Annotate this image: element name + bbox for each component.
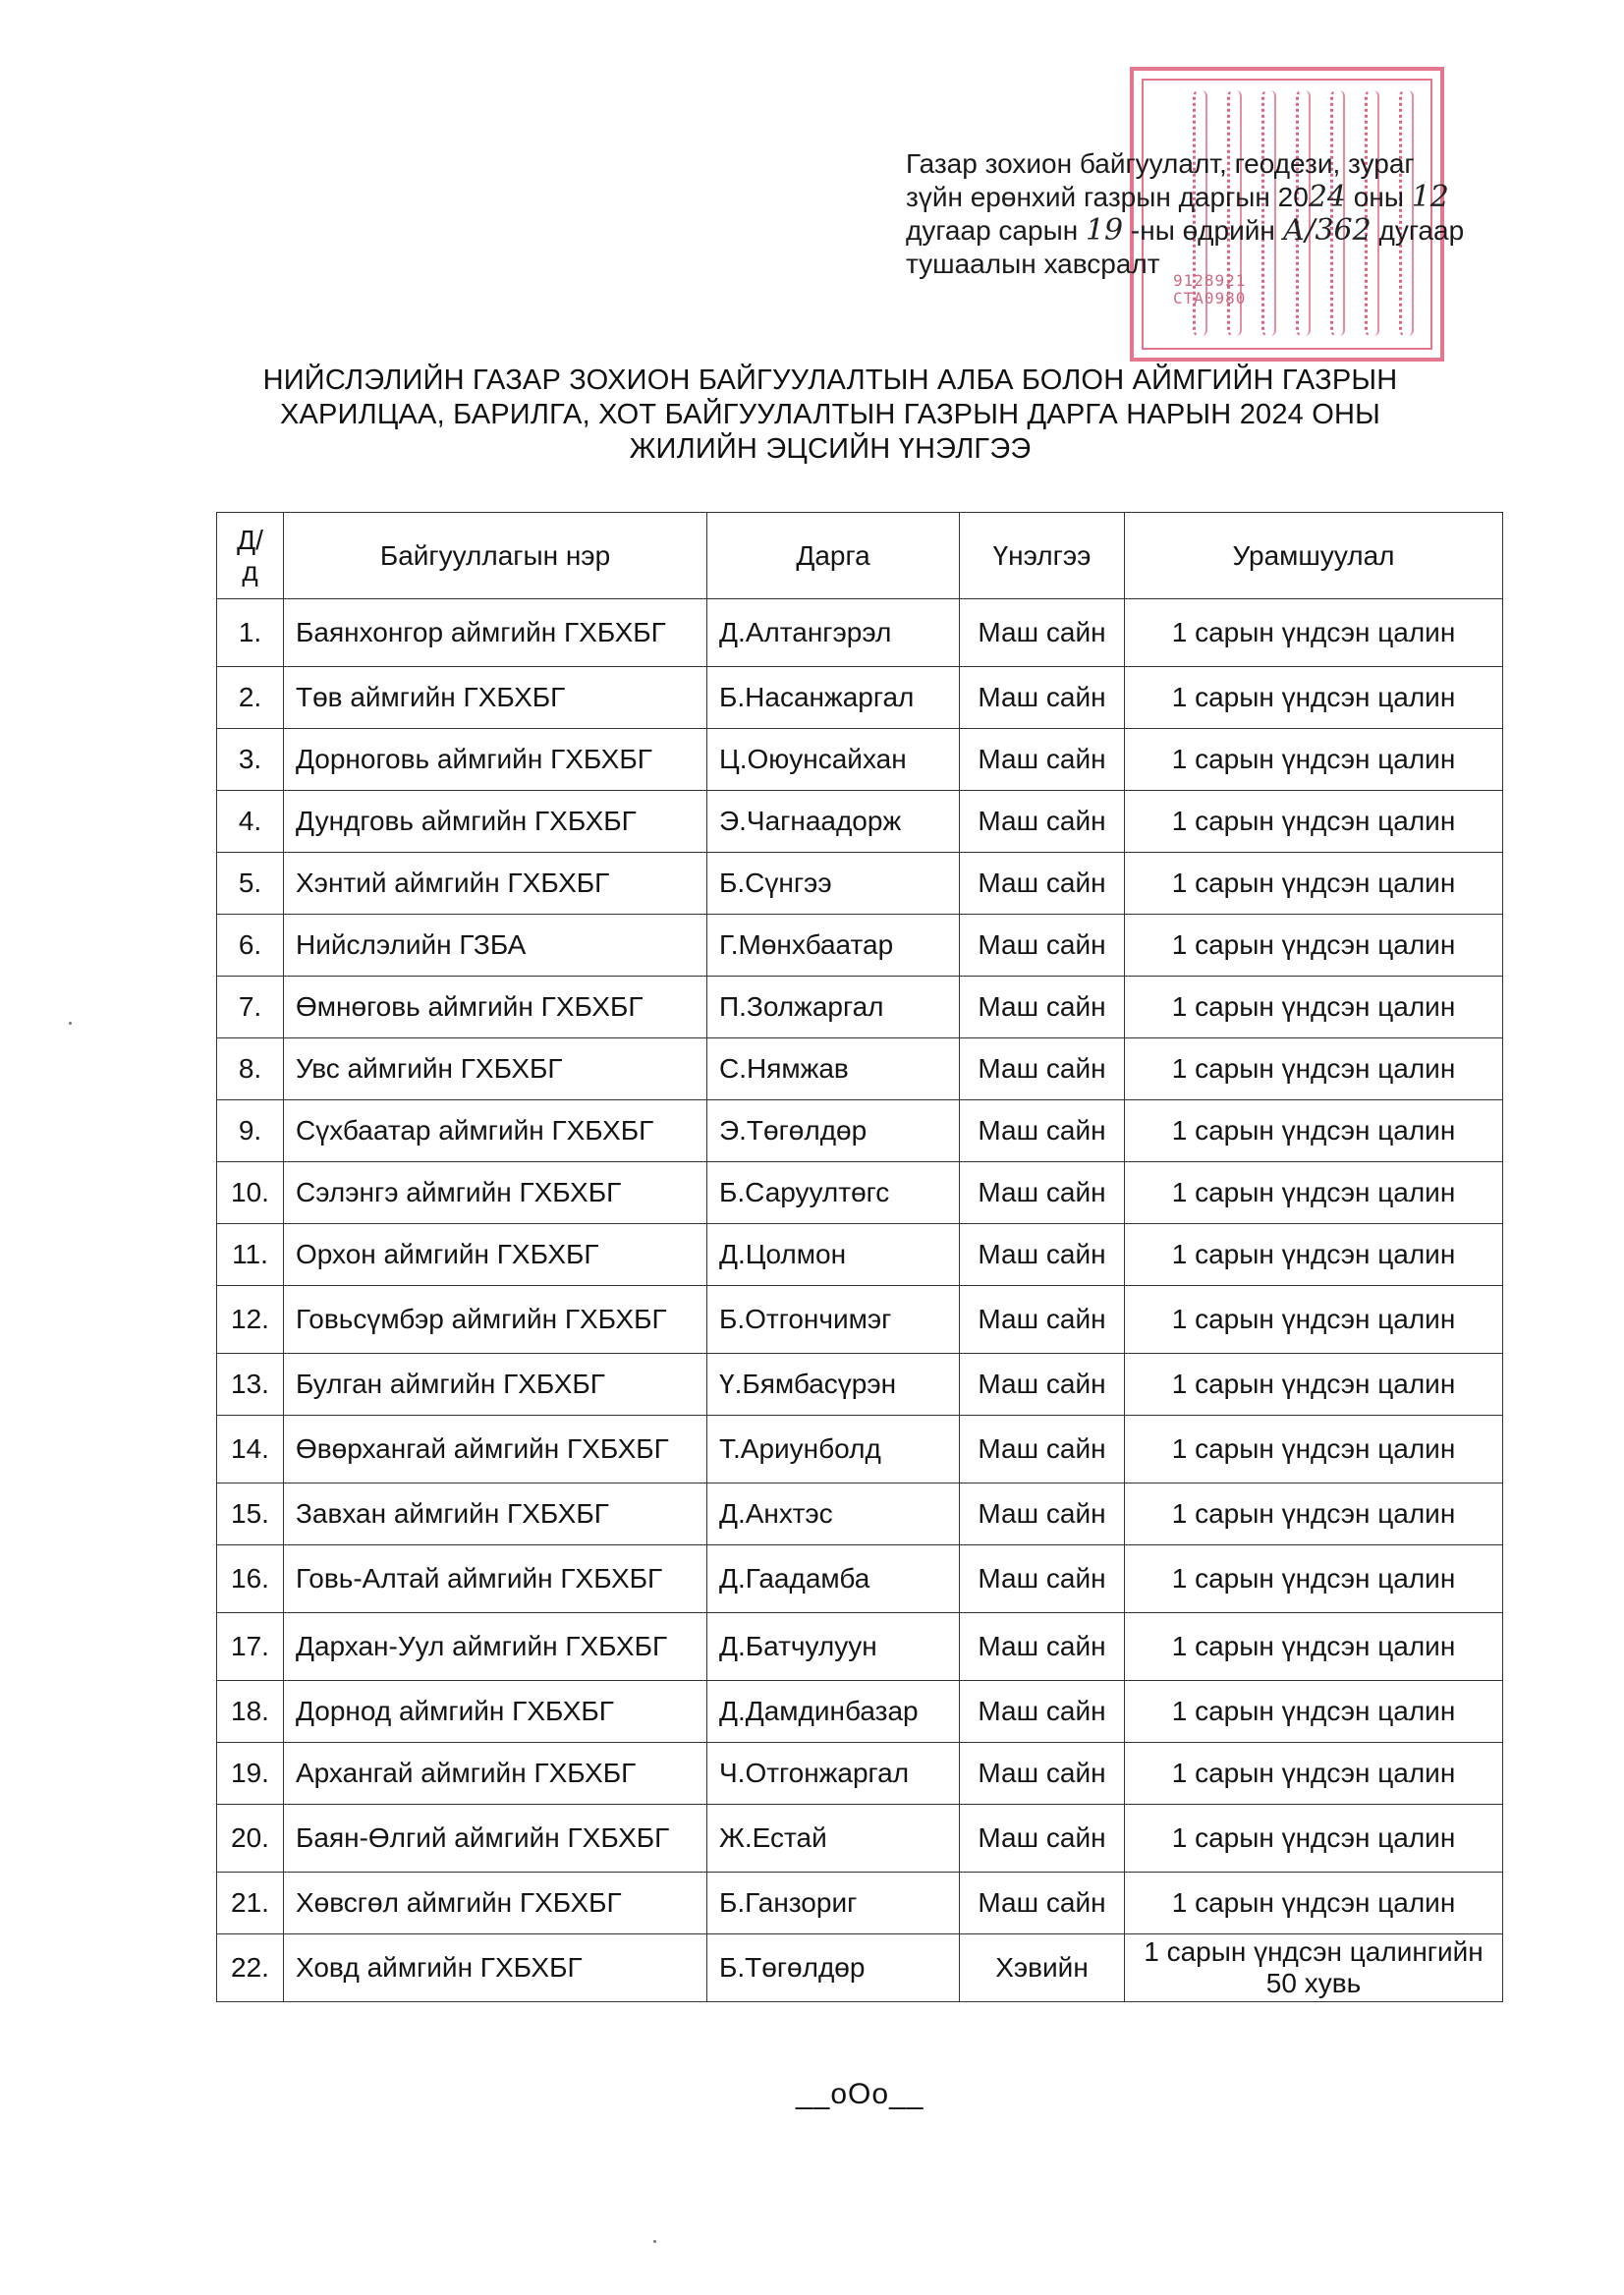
organization-name: Дархан-Уул аймгийн ГХБХБГ <box>284 1613 707 1681</box>
rating-value: Маш сайн <box>960 1545 1125 1613</box>
bonus-value: 1 сарын үндсэн цалин <box>1125 853 1503 915</box>
organization-name: Өвөрхангай аймгийн ГХБХБГ <box>284 1416 707 1483</box>
row-number: 16. <box>217 1545 284 1613</box>
table-row <box>217 1354 1503 1416</box>
stamp-code-line: 9128921 <box>1173 271 1247 290</box>
header-org: Байгууллагын нэр <box>284 513 707 599</box>
director-name: Д.Алтангэрэл <box>707 599 960 667</box>
bonus-value: 1 сарын үндсэн цалин <box>1125 1743 1503 1805</box>
row-number: 22. <box>217 1934 284 2002</box>
rating-value: Маш сайн <box>960 977 1125 1038</box>
bonus-value: 1 сарын үндсэн цалин <box>1125 1805 1503 1873</box>
row-number: 15. <box>217 1483 284 1545</box>
rating-value: Маш сайн <box>960 1805 1125 1873</box>
header-num: Д/д <box>217 513 284 599</box>
rating-value: Маш сайн <box>960 729 1125 791</box>
table-row <box>217 1100 1503 1162</box>
rating-value: Маш сайн <box>960 915 1125 977</box>
rating-value: Маш сайн <box>960 599 1125 667</box>
organization-name: Сэлэнгэ аймгийн ГХБХБГ <box>284 1162 707 1224</box>
director-name: Б.Төгөлдөр <box>707 1934 960 2002</box>
director-name: Д.Цолмон <box>707 1224 960 1286</box>
handwritten-month: 12 <box>1411 180 1449 214</box>
director-name: Б.Сүнгээ <box>707 853 960 915</box>
row-number: 13. <box>217 1354 284 1416</box>
rating-value: Маш сайн <box>960 667 1125 729</box>
bonus-value: 1 сарын үндсэн цалин <box>1125 667 1503 729</box>
bonus-value: 1 сарын үндсэн цалин <box>1125 1545 1503 1613</box>
table-header-row <box>217 513 1503 599</box>
handwritten-day: 19 <box>1085 213 1124 248</box>
stamp-code-line: СТА0980 <box>1173 289 1247 308</box>
director-name: Б.Саруултөгс <box>707 1162 960 1224</box>
row-number: 11. <box>217 1224 284 1286</box>
table-row <box>217 1286 1503 1354</box>
note-text: -ны өдрийн <box>1123 215 1283 246</box>
table-row <box>217 1934 1503 2002</box>
organization-name: Хэнтий аймгийн ГХБХБГ <box>284 853 707 915</box>
handwritten-order-number: А/362 <box>1282 213 1372 248</box>
bonus-value: 1 сарын үндсэн цалин <box>1125 729 1503 791</box>
table-row <box>217 1224 1503 1286</box>
table-row <box>217 1805 1503 1873</box>
note-text: дугаар <box>1371 215 1465 246</box>
note-line-2 <box>906 181 1505 214</box>
organization-name: Архангай аймгийн ГХБХБГ <box>284 1743 707 1805</box>
rating-value: Маш сайн <box>960 1162 1125 1224</box>
header-bonus: Урамшуулал <box>1125 513 1503 599</box>
organization-name: Дорноговь аймгийн ГХБХБГ <box>284 729 707 791</box>
table-row <box>217 1162 1503 1224</box>
handwritten-year: 24 <box>1308 180 1346 214</box>
organization-name: Төв аймгийн ГХБХБГ <box>284 667 707 729</box>
bonus-value: 1 сарын үндсэн цалин <box>1125 915 1503 977</box>
row-number: 2. <box>217 667 284 729</box>
row-number: 6. <box>217 915 284 977</box>
table-row <box>217 1681 1503 1743</box>
bonus-value: 1 сарын үндсэн цалингийн 50 хувь <box>1125 1934 1503 2002</box>
bonus-value: 1 сарын үндсэн цалин <box>1125 1873 1503 1934</box>
bonus-value: 1 сарын үндсэн цалин <box>1125 1100 1503 1162</box>
bonus-value: 1 сарын үндсэн цалин <box>1125 791 1503 853</box>
organization-name: Баянхонгор аймгийн ГХБХБГ <box>284 599 707 667</box>
bonus-value: 1 сарын үндсэн цалин <box>1125 1483 1503 1545</box>
rating-value: Маш сайн <box>960 1286 1125 1354</box>
row-number: 18. <box>217 1681 284 1743</box>
director-name: С.Нямжав <box>707 1038 960 1100</box>
organization-name: Өмнөговь аймгийн ГХБХБГ <box>284 977 707 1038</box>
table-row <box>217 977 1503 1038</box>
table-row <box>217 1613 1503 1681</box>
director-name: Ж.Естай <box>707 1805 960 1873</box>
organization-name: Нийслэлийн ГЗБА <box>284 915 707 977</box>
table-row <box>217 853 1503 915</box>
table-row <box>217 1483 1503 1545</box>
bonus-value: 1 сарын үндсэн цалин <box>1125 599 1503 667</box>
table-row <box>217 1038 1503 1100</box>
header-director: Дарга <box>707 513 960 599</box>
row-number: 21. <box>217 1873 284 1934</box>
title-line: НИЙСЛЭЛИЙН ГАЗАР ЗОХИОН БАЙГУУЛАЛТЫН АЛБА БОЛОН АЙМГИЙН ГАЗРЫН <box>262 364 1398 396</box>
organization-name: Баян-Өлгий аймгийн ГХБХБГ <box>284 1805 707 1873</box>
director-name: Б.Насанжаргал <box>707 667 960 729</box>
row-number: 12. <box>217 1286 284 1354</box>
row-number: 9. <box>217 1100 284 1162</box>
organization-name: Орхон аймгийн ГХБХБГ <box>284 1224 707 1286</box>
organization-name: Хөвсгөл аймгийн ГХБХБГ <box>284 1873 707 1934</box>
director-name: Д.Гаадамба <box>707 1545 960 1613</box>
row-number: 14. <box>217 1416 284 1483</box>
rating-value: Маш сайн <box>960 1681 1125 1743</box>
organization-name: Увс аймгийн ГХБХБГ <box>284 1038 707 1100</box>
director-name: Э.Төгөлдөр <box>707 1100 960 1162</box>
table-row <box>217 1416 1503 1483</box>
rating-value: Маш сайн <box>960 1743 1125 1805</box>
title-line: ХАРИЛЦАА, БАРИЛГА, ХОТ БАЙГУУЛАЛТЫН ГАЗРЫН ДАРГА НАРЫН 2024 ОНЫ <box>279 399 1381 430</box>
rating-value: Маш сайн <box>960 1038 1125 1100</box>
table-row <box>217 667 1503 729</box>
end-mark: __oOo__ <box>796 2078 924 2110</box>
director-name: П.Золжаргал <box>707 977 960 1038</box>
bonus-value: 1 сарын үндсэн цалин <box>1125 1681 1503 1743</box>
bonus-value: 1 сарын үндсэн цалин <box>1125 977 1503 1038</box>
rating-value: Маш сайн <box>960 1354 1125 1416</box>
rating-value: Маш сайн <box>960 1873 1125 1934</box>
table-row <box>217 915 1503 977</box>
table-row <box>217 729 1503 791</box>
row-number: 1. <box>217 599 284 667</box>
director-name: Г.Мөнхбаатар <box>707 915 960 977</box>
director-name: Ү.Бямбасүрэн <box>707 1354 960 1416</box>
bonus-value: 1 сарын үндсэн цалин <box>1125 1038 1503 1100</box>
director-name: Д.Батчулуун <box>707 1613 960 1681</box>
row-number: 5. <box>217 853 284 915</box>
appendix-note <box>906 147 1505 281</box>
rating-value: Маш сайн <box>960 853 1125 915</box>
table-body <box>217 599 1503 2002</box>
organization-name: Булган аймгийн ГХБХБГ <box>284 1354 707 1416</box>
rating-value: Маш сайн <box>960 1613 1125 1681</box>
row-number: 17. <box>217 1613 284 1681</box>
bonus-value: 1 сарын үндсэн цалин <box>1125 1224 1503 1286</box>
row-number: 19. <box>217 1743 284 1805</box>
director-name: Ч.Отгонжаргал <box>707 1743 960 1805</box>
note-text: зүйн ерөнхий газрын даргын 20 <box>906 182 1309 212</box>
organization-name: Завхан аймгийн ГХБХБГ <box>284 1483 707 1545</box>
rating-value: Хэвийн <box>960 1934 1125 2002</box>
table-row <box>217 1873 1503 1934</box>
scan-speck <box>69 1022 72 1025</box>
organization-name: Дорнод аймгийн ГХБХБГ <box>284 1681 707 1743</box>
organization-name: Ховд аймгийн ГХБХБГ <box>284 1934 707 2002</box>
rating-value: Маш сайн <box>960 1100 1125 1162</box>
note-line-1: Газар зохион байгуулалт, геодези, зураг <box>906 148 1415 179</box>
table-row <box>217 599 1503 667</box>
director-name: Ц.Оюунсайхан <box>707 729 960 791</box>
director-name: Э.Чагнаадорж <box>707 791 960 853</box>
bonus-value: 1 сарын үндсэн цалин <box>1125 1286 1503 1354</box>
note-text: дугаар сарын <box>906 215 1086 246</box>
row-number: 4. <box>217 791 284 853</box>
row-number: 7. <box>217 977 284 1038</box>
scan-speck <box>653 2240 656 2243</box>
rating-value: Маш сайн <box>960 1483 1125 1545</box>
bonus-value: 1 сарын үндсэн цалин <box>1125 1613 1503 1681</box>
row-number: 20. <box>217 1805 284 1873</box>
rating-value: Маш сайн <box>960 1224 1125 1286</box>
row-number: 3. <box>217 729 284 791</box>
organization-name: Говь-Алтай аймгийн ГХБХБГ <box>284 1545 707 1613</box>
title-line: ЖИЛИЙН ЭЦСИЙН ҮНЭЛГЭЭ <box>629 433 1032 465</box>
director-name: Б.Отгончимэг <box>707 1286 960 1354</box>
note-text: оны <box>1346 182 1412 212</box>
note-line-3 <box>906 214 1505 248</box>
table-row <box>217 1743 1503 1805</box>
rating-value: Маш сайн <box>960 791 1125 853</box>
rating-value: Маш сайн <box>960 1416 1125 1483</box>
director-name: Т.Ариунболд <box>707 1416 960 1483</box>
bonus-value: 1 сарын үндсэн цалин <box>1125 1416 1503 1483</box>
table-row <box>217 1545 1503 1613</box>
organization-name: Дундговь аймгийн ГХБХБГ <box>284 791 707 853</box>
organization-name: Сүхбаатар аймгийн ГХБХБГ <box>284 1100 707 1162</box>
organization-name: Говьсүмбэр аймгийн ГХБХБГ <box>284 1286 707 1354</box>
bonus-value: 1 сарын үндсэн цалин <box>1125 1162 1503 1224</box>
table-row <box>217 791 1503 853</box>
director-name: Д.Дамдинбазар <box>707 1681 960 1743</box>
note-line-4: тушаалын хавсралт <box>906 249 1160 279</box>
row-number: 8. <box>217 1038 284 1100</box>
bonus-value: 1 сарын үндсэн цалин <box>1125 1354 1503 1416</box>
director-name: Д.Анхтэс <box>707 1483 960 1545</box>
evaluation-table <box>216 512 1503 2002</box>
director-name: Б.Ганзориг <box>707 1873 960 1934</box>
document-title <box>177 364 1484 467</box>
row-number: 10. <box>217 1162 284 1224</box>
header-rating: Үнэлгээ <box>960 513 1125 599</box>
